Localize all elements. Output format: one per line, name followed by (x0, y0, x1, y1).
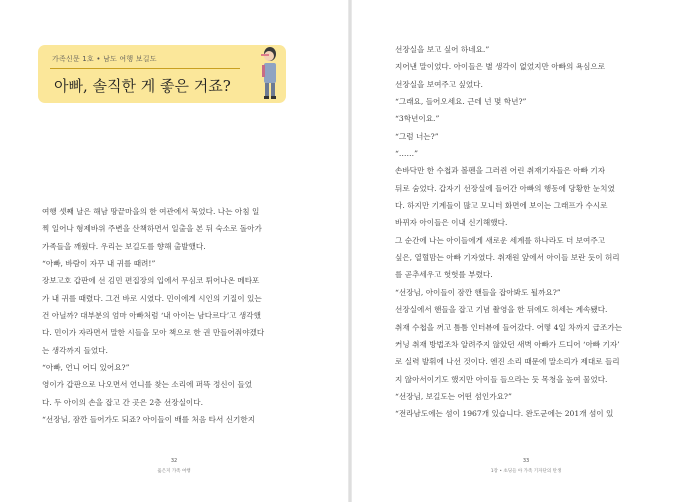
text-line: 취재 수첩을 꺼고 틈틈 인터뷰에 들어갔다. 어떻 4일 차까지 급조가는 (395, 322, 623, 332)
chapter-banner (38, 45, 286, 103)
text-line: 가 내 귀를 때렸다. 그건 바로 시였다. 민이에게 시인의 기질이 있는 (42, 293, 262, 303)
banner-rule (50, 68, 240, 69)
text-line: 를 곧추세우고 헛헛를 부렸다. (395, 270, 493, 280)
text-line: 건 아닐까? 대부분의 엄마 아빠처럼 ‘내 아이는 남다르다’고 생각했 (42, 311, 261, 321)
chapter-title: 아빠, 솔직한 게 좋은 거죠? (54, 77, 231, 95)
left-body-text (42, 203, 324, 428)
text-line: 손바닥만 한 수첩과 볼펜을 그러쥔 어린 취재기자들은 아빠 기자 (395, 166, 606, 176)
text-line: “선장님, 잠깐 들어가도 되죠? 아이들이 배를 처음 타서 신기한지 (42, 415, 256, 425)
text-line: “3학년이요.” (395, 114, 440, 124)
text-line: 로 실력 발휘에 나선 것이다. 엔진 소리 때문에 말소리가 제대로 들리 (395, 357, 620, 367)
reporter-illustration-icon (250, 43, 284, 101)
text-line: 여행 셋째 날은 해남 땅끝마을의 한 여관에서 묵었다. 나는 아침 일 (42, 207, 260, 216)
text-line: 선장실에서 핸들을 잡고 기념 촬영을 한 뒤에도 허세는 계속됐다. (395, 305, 608, 315)
right-folio (456, 458, 596, 474)
text-line: 바뀌자 아이들은 이내 신기해했다. (395, 218, 508, 228)
chapter-kicker: 가족신문 1호 • 남도 여행 보길도 (52, 55, 157, 63)
running-head: 1장 • 초딩들 아 가족 기자단의 탄생 (490, 469, 562, 474)
text-line: “선장님, 보길도는 어떤 섬인가요?” (395, 391, 512, 401)
text-line: 지 않아서이기도 했지만 아이들 들으라는 듯 목청을 높여 물었다. (395, 374, 608, 384)
text-line: 선장실을 보고 싶어 하네요.” (395, 45, 490, 54)
text-line: 장보고호 갑판에 선 김민 편집장의 입에서 무심코 튀어나온 메타포 (42, 276, 260, 286)
text-line: 찍 일어나 형제바위 주변을 산책하면서 일출을 본 뒤 숙소로 돌아가 (42, 224, 262, 234)
text-line: 선장실을 보여주고 싶었다. (395, 79, 483, 89)
text-line: 다. 민이가 자라면서 말한 시들을 모아 책으로 한 권 만들어줘야겠다 (42, 328, 265, 338)
left-folio (104, 458, 244, 474)
text-line: 다. 하지만 기계들이 많고 모니터 화면에 보이는 그래프가 수시로 (395, 201, 608, 211)
text-line: “그럼 너는?” (395, 131, 439, 141)
text-line: 가족들을 깨웠다. 우리는 보길도를 향해 출발했다. (42, 241, 206, 251)
text-line: 싶은, 열혈맘는 아빠 기자였다. 취재원 앞에서 아이들 보란 듯이 허리 (395, 253, 620, 263)
text-line: 지어낸 말이었다. 아이들은 별 생각이 없었지만 아빠의 욕심으로 (395, 62, 606, 72)
text-line: “아빠, 바람이 자꾸 내 귀를 때려!” (42, 259, 156, 269)
right-body-text (395, 41, 677, 423)
text-line: “선장님, 아이들이 잠깐 핸들을 잡아봐도 될까요?” (395, 287, 561, 297)
text-line: 는 생각까지 들었다. (42, 345, 108, 355)
text-line: 그 순간에 나는 아이들에게 새로운 세계를 하나라도 더 보여주고 (395, 235, 606, 245)
text-line: “아빠, 언니 어디 있어요?” (42, 363, 130, 373)
text-line: 영이가 갑판으로 나오면서 언니를 찾는 소리에 퍼뜩 정신이 들었 (42, 380, 253, 390)
text-line: 커닝 취재 방법조차 알려주지 않았던 새벽 아빠가 드디어 ‘아빠 기자’ (395, 339, 620, 349)
text-line: 뒤로 숨었다. 갑자기 선장실에 들어간 아빠의 행동에 당황한 눈치였 (395, 183, 615, 193)
text-line: 다. 두 아이의 손을 잡고 간 곳은 2층 선장실이다. (42, 397, 204, 407)
page-number: 33 (522, 458, 530, 464)
running-head: 옳은지 가족 여행 (157, 469, 191, 474)
left-page (0, 0, 348, 502)
text-line: “전라남도에는 섬이 1967개 있습니다. 완도군에는 201개 섬이 있 (395, 409, 614, 419)
text-line: “……” (395, 149, 418, 159)
text-line: “그래요, 들어오세요. 근데 넌 몇 학년?” (395, 97, 527, 107)
page-number: 32 (170, 458, 178, 464)
right-page (352, 0, 700, 502)
